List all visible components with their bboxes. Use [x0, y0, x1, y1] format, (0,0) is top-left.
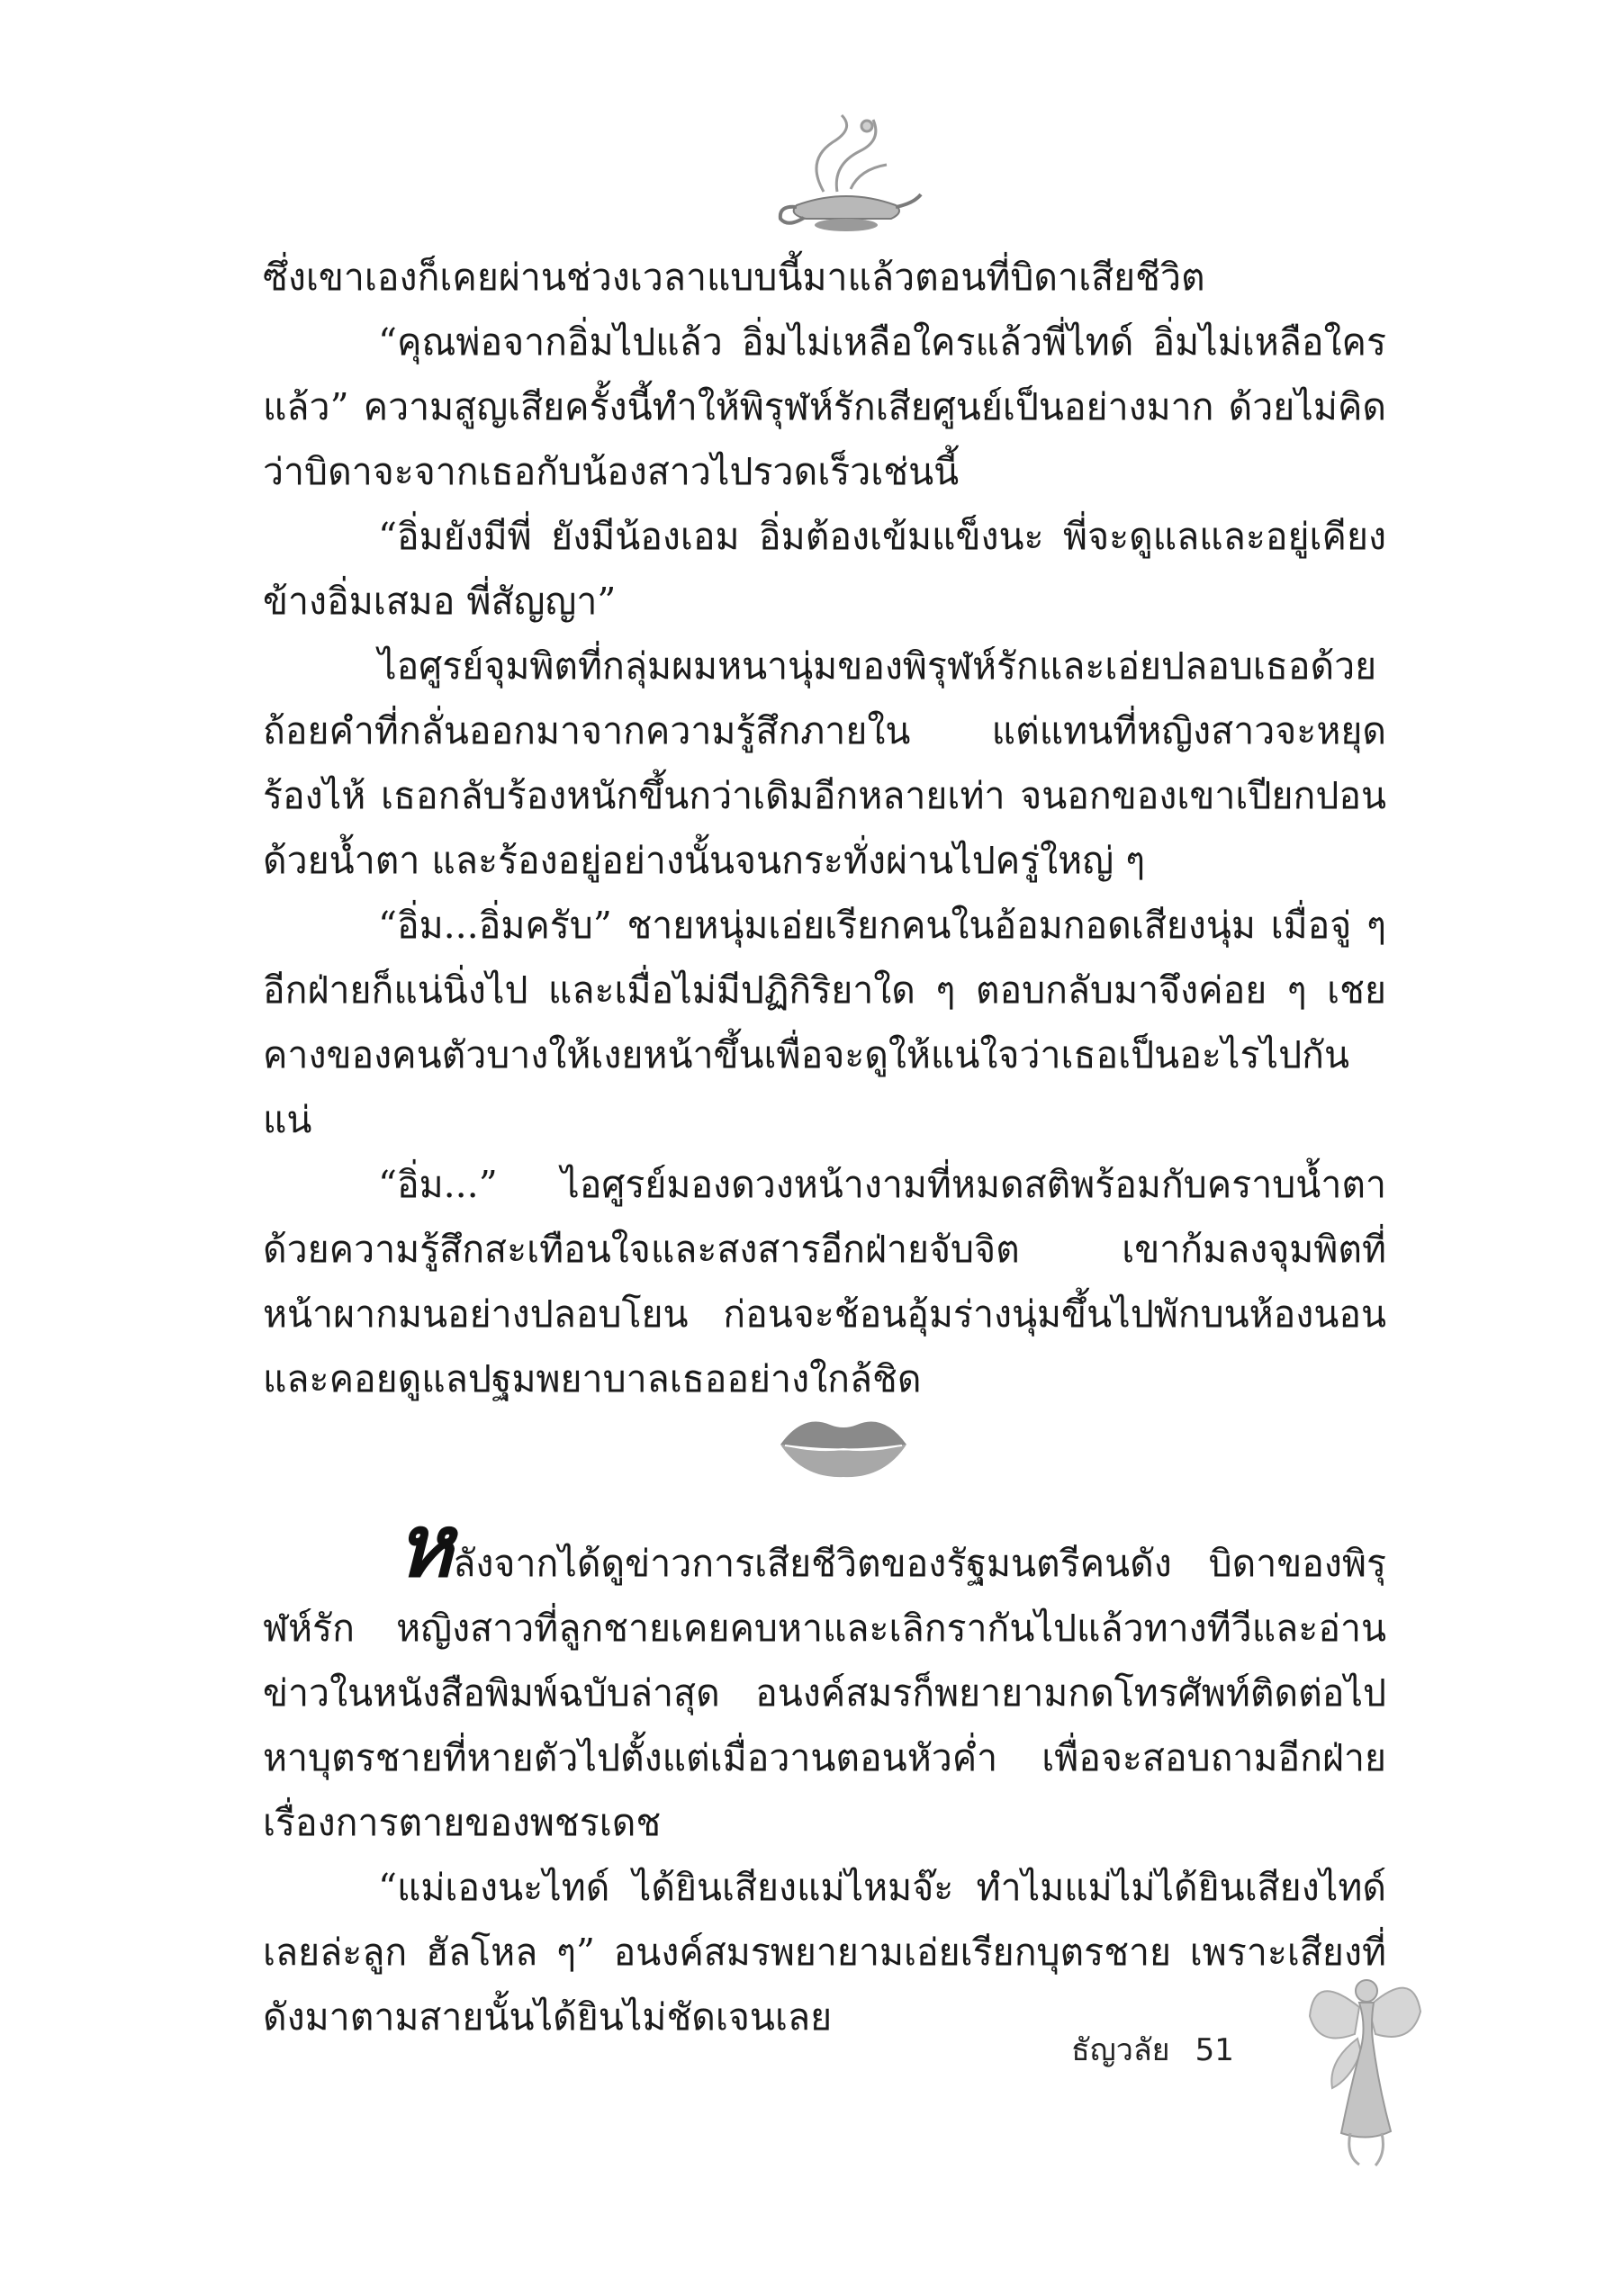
paragraph: “อิ่ม...” ไอศูรย์มองดวงหน้างามที่หมดสติพร้อมกับคราบน้ำตาด้วยความรู้สึกสะเทือนใจและสงสารอีกฝ่ายจับจิต เขาก้มลงจุมพิตที่หน้าผากมนอย่างปลอบโยน ก่อนจะช้อนอุ้มร่างนุ่มขึ้นไปพักบนห้องนอนและคอยดูแลปฐมพยาบาลเธออย่างใกล้ชิด [263, 1163, 1386, 1400]
paragraph: ไอศูรย์จุมพิตที่กลุ่มผมหนานุ่มของพิรุฬห์รักและเอ่ยปลอบเธอด้วยถ้อยคำที่กลั่นออกมาจากความรู้สึกภายใน แต่แทนที่หญิงสาวจะหยุดร้องไห้ เธอกลับร้องหนักขึ้นกว่าเดิมอีกหลายเท่า จนอกของเขาเปียกปอนด้วยน้ำตา และร้องอยู่อย่างนั้นจนกระทั่งผ่านไปครู่ใหญ่ ๆ [263, 644, 1386, 882]
page-number: 51 [1195, 2032, 1234, 2068]
paragraph: “คุณพ่อจากอิ่มไปแล้ว อิ่มไม่เหลือใครแล้วพี่ไทด์ อิ่มไม่เหลือใครแล้ว” ความสูญเสียครั้งนี้ทำให้พิรุฬห์รักเสียศูนย์เป็นอย่างมาก ด้วยไม่คิดว่าบิดาจะจากเธอกับน้องสาวไปรวดเร็วเช่นนี้ [263, 320, 1386, 493]
page-footer [1071, 2025, 1234, 2074]
paragraph-text: ลังจากได้ดูข่าวการเสียชีวิตของรัฐมนตรีคนดัง บิดาของพิรุฬห์รัก หญิงสาวที่ลูกชายเคยคบหาและเลิกรากันไปแล้วทางทีวีและอ่านข่าวในหนังสือพิมพ์ฉบับล่าสุด อนงค์สมรก็พยายามกดโทรศัพท์ติดต่อไปหาบุตรชายที่หายตัวไปตั้งแต่เมื่อวานตอนหัวค่ำ เพื่อจะสอบถามอีกฝ่ายเรื่องการตายของพชรเดช [263, 1542, 1386, 1844]
lips-icon [776, 1409, 911, 1481]
magic-lamp-icon [770, 106, 923, 241]
paragraph [263, 1495, 1386, 1855]
paragraph: ซึ่งเขาเองก็เคยผ่านช่วงเวลาแบบนี้มาแล้วตอนที่บิดาเสียชีวิต [263, 256, 1205, 299]
text-section-1 [263, 245, 1386, 1411]
fairy-icon [1296, 1962, 1431, 2169]
paragraph: “แม่เองนะไทด์ ได้ยินเสียงแม่ไหมจ๊ะ ทำไมแม่ไม่ได้ยินเสียงไทด์เลยล่ะลูก ฮัลโหล ๆ” อนงค์สมรพยายามเอ่ยเรียกบุตรชาย เพราะเสียงที่ดังมาตามสายนั้นได้ยินไม่ชัดเจนเลย [263, 1866, 1386, 2039]
drop-cap: ห [396, 1495, 454, 1597]
author-name: ธัญวลัย [1071, 2032, 1170, 2068]
text-section-2 [263, 1495, 1386, 2049]
paragraph: “อิ่ม...อิ่มครับ” ชายหนุ่มเอ่ยเรียกคนในอ้อมกอดเสียงนุ่ม เมื่อจู่ ๆ อีกฝ่ายก็แน่นิ่งไป และเมื่อไม่มีปฏิกิริยาใด ๆ ตอบกลับมาจึงค่อย ๆ เชยคางของคนตัวบางให้เงยหน้าขึ้นเพื่อจะดูให้แน่ใจว่าเธอเป็นอะไรไปกันแน่ [263, 904, 1386, 1141]
paragraph: “อิ่มยังมีพี่ ยังมีน้องเอม อิ่มต้องเข้มแข็งนะ พี่จะดูแลและอยู่เคียงข้างอิ่มเสมอ พี่สัญญา” [263, 515, 1386, 623]
